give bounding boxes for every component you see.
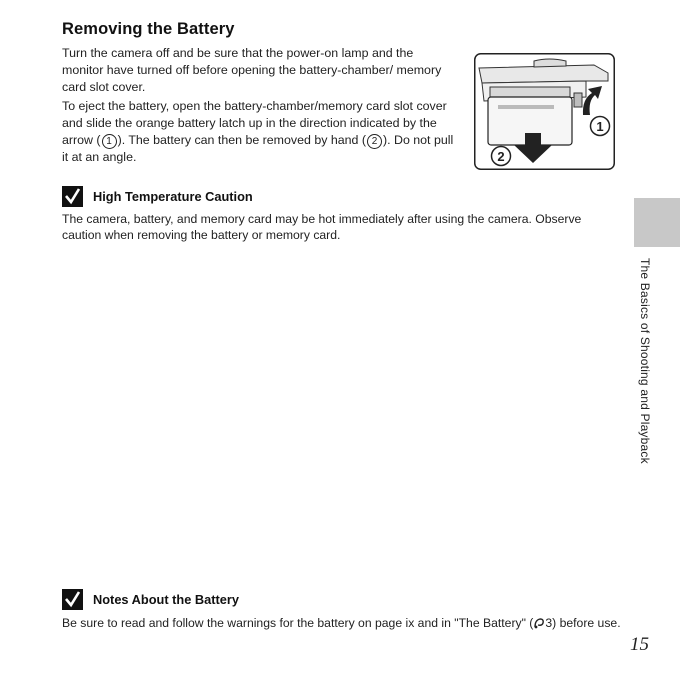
illustration-label-1: 1 bbox=[596, 119, 604, 134]
notes-body bbox=[62, 615, 622, 631]
checkmark-icon bbox=[62, 186, 83, 207]
checkmark-icon bbox=[62, 589, 83, 610]
step-2-marker: 2 bbox=[367, 134, 382, 149]
caution-heading bbox=[62, 186, 253, 207]
side-tab-label: The Basics of Shooting and Playback bbox=[638, 258, 652, 464]
caution-title: High Temperature Caution bbox=[93, 189, 253, 204]
section-tab bbox=[634, 198, 680, 247]
battery-removal-illustration bbox=[474, 53, 615, 170]
reference-icon bbox=[533, 617, 545, 629]
eject-text-b: ). The battery can then be removed by hand ( bbox=[117, 133, 366, 147]
caution-body: The camera, battery, and memory card may be hot immediately after using the camera. Observe caution when removing the battery or memory card. bbox=[62, 212, 582, 242]
eject-instructions bbox=[62, 98, 457, 166]
reference-number: 3 bbox=[545, 616, 553, 630]
illustration-label-2: 2 bbox=[497, 149, 505, 164]
eject-text-c: ). Do not pull it at an angle. bbox=[62, 133, 454, 164]
intro-paragraph: Turn the camera off and be sure that the power-on lamp and the monitor have turned off before opening the battery-chamber/ memory card slot cover. bbox=[62, 46, 442, 94]
notes-text-b: ) before use. bbox=[552, 616, 621, 630]
section-title: Removing the Battery bbox=[62, 20, 235, 38]
eject-text-a: To eject the battery, open the battery-chamber/memory card slot cover and slide the orange battery latch up in the direction indicated by the arrow ( bbox=[62, 99, 447, 147]
page-number: 15 bbox=[630, 634, 649, 655]
notes-heading bbox=[62, 589, 239, 610]
notes-text-a: Be sure to read and follow the warnings for the battery on page ix and in "The Battery" ( bbox=[62, 616, 534, 630]
notes-title: Notes About the Battery bbox=[93, 592, 239, 607]
step-1-marker: 1 bbox=[102, 134, 117, 149]
